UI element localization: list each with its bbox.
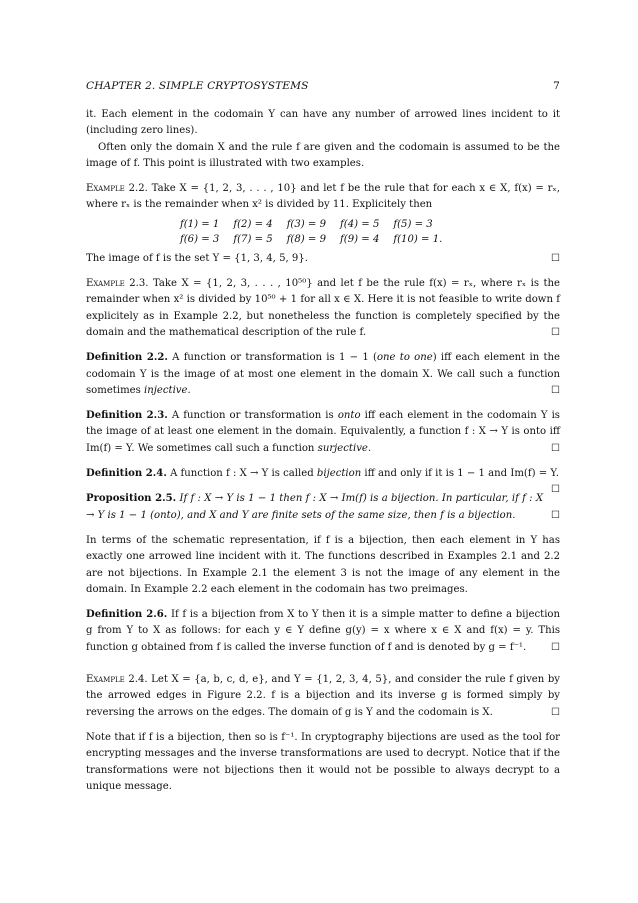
value-cell: f(10) = 1. [393, 234, 443, 246]
definition-text: A function f : X → Y is called [170, 468, 317, 480]
values-row-2 [180, 232, 456, 248]
definition-2-6 [86, 607, 560, 656]
qed-icon: ☐ [551, 641, 560, 653]
example-2-3 [86, 276, 560, 341]
term-emphasis: bijection [316, 468, 362, 480]
value-cell: f(6) = 3 [180, 234, 220, 246]
term-emphasis: onto [337, 410, 361, 422]
paragraph-schematic-text: In terms of the schematic representation, if f is a bijection, then each element in Y has exactly one arrowed line incident with it. The functions described in Examples 2.1 and 2.2 are not bijections. In Example 2.1 the element 3 is not the image of any element in the domain. In Example 2.2 each element in the codomain has two preimages. [86, 534, 560, 595]
qed-icon: ☐ [551, 384, 560, 396]
example-2-2-values [180, 217, 456, 248]
example-2-4-label: Example 2.4. [86, 674, 148, 686]
term-emphasis: injective [144, 384, 188, 396]
proposition-2-5-label: Proposition 2.5. [86, 493, 177, 505]
paragraph-intro-1: it. Each element in the codomain Y can have any number of arrowed lines incident to it (including zero lines). [86, 109, 560, 137]
example-2-2 [86, 181, 560, 267]
term-emphasis: surjective [317, 442, 368, 454]
definition-2-3 [86, 408, 560, 457]
paragraph-final [86, 730, 560, 795]
term-emphasis: one to one [376, 352, 433, 364]
qed-icon: ☐ [551, 252, 560, 264]
proposition-2-5 [86, 491, 560, 524]
qed-icon: ☐ [551, 326, 560, 338]
example-2-2-text: Take X = {1, 2, 3, . . . , 10} and let f be the rule that for each x ∈ X, f(x) = rₓ, where rₓ is the remainder when x² is divided by 11. Explicitely then [86, 183, 560, 211]
definition-text: A function or transformation is [171, 410, 338, 422]
chapter-title: CHAPTER 2. SIMPLE CRYPTOSYSTEMS [86, 80, 309, 92]
value-cell: f(5) = 3 [393, 218, 433, 230]
document-page [86, 80, 560, 795]
paragraph-intro-2: Often only the domain X and the rule f are given and the codomain is assumed to be the image of f. This point is illustrated with two examples. [86, 141, 560, 169]
definition-2-3-label: Definition 2.3. [86, 410, 168, 422]
definition-2-6-text: If f is a bijection from X to Y then it is a simple matter to define a bijection g from Y to X as follows: for each y ∈ Y define g(y) = x where x ∈ X and f(x) = y. This function g obtained from f is called the inverse function of f and is denoted by g = f⁻¹. [86, 609, 561, 653]
example-2-3-label: Example 2.3. [86, 278, 149, 290]
definition-2-2 [86, 350, 560, 399]
values-row-1 [180, 217, 456, 233]
definition-2-4-label: Definition 2.4. [86, 468, 167, 480]
definition-text: ) iff each element in the codomain Y is the image of at most one element in the domain X. We call such a function sometimes [86, 352, 560, 396]
example-2-4 [86, 672, 560, 721]
example-2-2-after: The image of f is the set Y = {1, 3, 4, 5, 9}. [86, 252, 308, 264]
qed-icon: ☐ [551, 706, 560, 718]
proposition-2-5-text: If f : X → Y is 1 − 1 then f : X → Im(f) is a bijection. In particular, if f : X → Y is 1 − 1 (onto), and X and Y are finite sets of the same size, then f is a bijection. [86, 493, 544, 521]
definition-text: . [187, 384, 191, 396]
example-2-3-text: Take X = {1, 2, 3, . . . , 10⁵⁰} and let f be the rule f(x) = rₓ, where rₓ is the remainder when x² is divided by 10⁵⁰ + 1 for all x ∈ X. Here it is not feasible to write down f explicitely as in Example 2.2, but nonetheless the function is completely specified by the domain and the mathematical description of the rule f. [86, 278, 560, 338]
definition-2-2-label: Definition 2.2. [86, 352, 168, 364]
example-2-2-label: Example 2.2. [86, 183, 148, 195]
paragraph-final-text: Note that if f is a bijection, then so is f⁻¹. In cryptography bijections are used as the tool for encrypting messages and the inverse transformations are used to decrypt. Notice that if the transformations were not bijections then it would not be possible to always decrypt to a unique message. [86, 731, 560, 792]
value-cell: f(9) = 4 [340, 234, 380, 246]
value-cell: f(4) = 5 [340, 218, 380, 230]
definition-text: A function or transformation is 1 − 1 ( [172, 352, 377, 364]
definition-text: iff and only if it is 1 − 1 and Im(f) = Y. [361, 468, 559, 480]
qed-icon: ☐ [551, 509, 560, 521]
value-cell: f(8) = 9 [286, 234, 327, 246]
paragraph-schematic [86, 533, 560, 598]
definition-text: iff each element in the codomain Y is the image of at least one element in the domain. Equivalently, a function f : X → Y is onto iff Im(f) = Y. We sometimes call such a function [86, 410, 560, 454]
definition-text: . [367, 442, 372, 454]
value-cell: f(7) = 5 [233, 234, 273, 246]
value-cell: f(3) = 9 [286, 218, 327, 230]
definition-2-6-label: Definition 2.6. [86, 609, 168, 621]
example-2-4-text: Let X = {a, b, c, d, e}, and Y = {1, 2, 3, 4, 5}, and consider the rule f given by the arrowed edges in Figure 2.2. f is a bijection and its inverse g is formed simply by reversing the arrows on the edges. The domain of g is Y and the codomain is X. [86, 674, 560, 718]
definition-2-4 [86, 466, 560, 496]
value-cell: f(2) = 4 [233, 218, 273, 230]
running-header [86, 80, 560, 92]
page-number: 7 [553, 80, 560, 92]
qed-icon: ☐ [551, 484, 560, 496]
value-cell: f(1) = 1 [180, 218, 220, 230]
qed-icon: ☐ [551, 442, 560, 454]
